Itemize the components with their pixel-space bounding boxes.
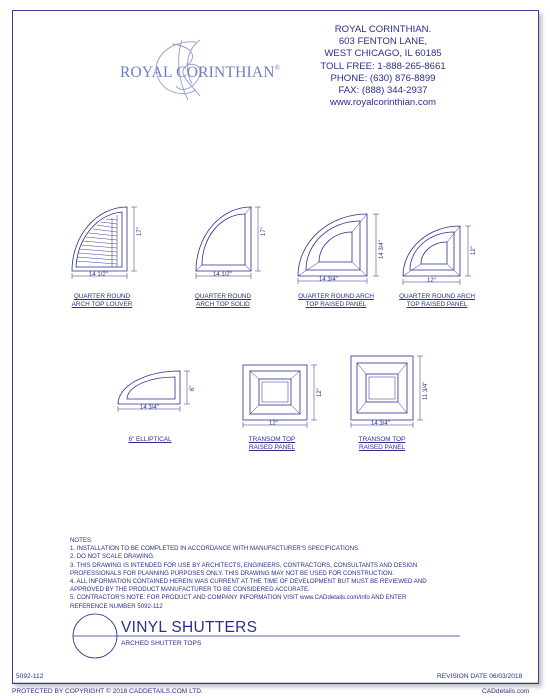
transom-small-drawing	[243, 365, 317, 428]
caddetails-link[interactable]: CADdetails.com	[482, 688, 530, 695]
dim-height: 17"	[137, 227, 143, 236]
drawing-subtitle: ARCHED SHUTTER TOPS	[121, 640, 202, 647]
dim-width: 14 1/2"	[213, 272, 232, 278]
transom-large-drawing	[351, 356, 423, 428]
note-line: 4. ALL INFORMATION CONTAINED HEREIN WAS CURRENT AT THE TIME OF DEVELOPMENT BUT MUST BE REVIEWED AND	[70, 578, 427, 586]
trademark-symbol: ®	[274, 64, 281, 72]
dim-height: 12"	[471, 246, 477, 255]
quarter-round-raised-panel-small-drawing	[403, 226, 471, 285]
company-tollfree: TOLL FREE: 1-888-265-8661	[320, 60, 446, 72]
company-phone: PHONE: (630) 876-8899	[330, 72, 436, 84]
dim-width: 12"	[269, 421, 278, 427]
note-line: 3. THIS DRAWING IS INTENDED FOR USE BY ARCHITECTS, ENGINEERS, CONTRACTORS, CONSULTANTS AND DESIGN	[70, 561, 418, 569]
note-line: PROFESSIONALS FOR PLANNING PURPOSES ONLY. THIS DRAWING MAY NOT BE USED FOR CONSTRUCTION.	[70, 569, 394, 577]
dim-height: 17"	[261, 227, 267, 236]
detail-label: QUARTER ROUND ARCH TOP RAISED PANEL	[298, 293, 374, 308]
detail-label: QUARTER ROUND ARCH TOP RAISED PANEL	[399, 293, 475, 308]
drawing-title: VINYL SHUTTERS	[121, 619, 258, 636]
detail-label: 6" ELLIPTICAL	[128, 436, 172, 443]
note-line: 1. INSTALLATION TO BE COMPLETED IN ACCORDANCE WITH MANUFACTURER'S SPECIFICATIONS.	[70, 545, 360, 553]
title-bubble-icon	[73, 614, 117, 658]
company-address-2: WEST CHICAGO, IL 60185	[324, 48, 442, 60]
company-name: ROYAL CORINTHIAN.	[334, 24, 432, 35]
dim-width: 14 1/2"	[89, 272, 108, 278]
quarter-round-raised-panel-large-drawing	[298, 214, 379, 284]
detail-label: QUARTER ROUND ARCH TOP LOUVER	[71, 293, 133, 308]
company-address-1: 603 FENTON LANE,	[338, 36, 428, 48]
dim-width: 14 3/4"	[371, 421, 390, 427]
revision-date: REVISION DATE 06/03/2018	[437, 673, 523, 680]
dim-width: 14 3/4"	[319, 277, 338, 283]
notes-heading: NOTES:	[70, 537, 93, 544]
dim-height: 6"	[190, 385, 196, 391]
dim-height: 11 3/4"	[423, 381, 429, 400]
dim-width: 12"	[427, 278, 436, 284]
detail-label: QUARTER ROUND ARCH TOP SOLID	[194, 293, 252, 308]
company-fax: FAX: (888) 344-2937	[338, 85, 428, 97]
reference-number: 5092-112	[16, 673, 44, 680]
detail-label: TRANSOM TOP RAISED PANEL	[248, 436, 296, 451]
note-line: REFERENCE NUMBER 5092-112	[70, 602, 163, 610]
note-line: 2. DO NOT SCALE DRAWING.	[70, 553, 155, 561]
quarter-round-louver-drawing	[72, 207, 137, 279]
note-line: APPROVED BY THE PRODUCT MANUFACTURER TO BE CONSIDERED ACCURATE.	[70, 586, 310, 594]
company-website[interactable]: www.royalcorinthian.com	[329, 97, 437, 109]
company-info	[290, 24, 476, 109]
notes-block	[70, 537, 427, 611]
dim-height: 12"	[317, 388, 323, 397]
dim-height: 14 3/4"	[379, 240, 385, 259]
logo-wordmark: ROYAL CORINTHIAN®	[120, 64, 281, 81]
quarter-round-solid-drawing	[196, 207, 261, 279]
note-line: 5. CONTRACTOR'S NOTE: FOR PRODUCT AND COMPANY INFORMATION VISIT www.CADdetails.com/info AND ENTER	[70, 594, 407, 602]
detail-label: TRANSOM TOP RAISED PANEL	[358, 436, 406, 451]
dim-width: 14 3/4"	[140, 405, 159, 411]
copyright-notice: PROTECTED BY COPYRIGHT © 2018 CADDETAILS.COM LTD.	[12, 688, 203, 695]
